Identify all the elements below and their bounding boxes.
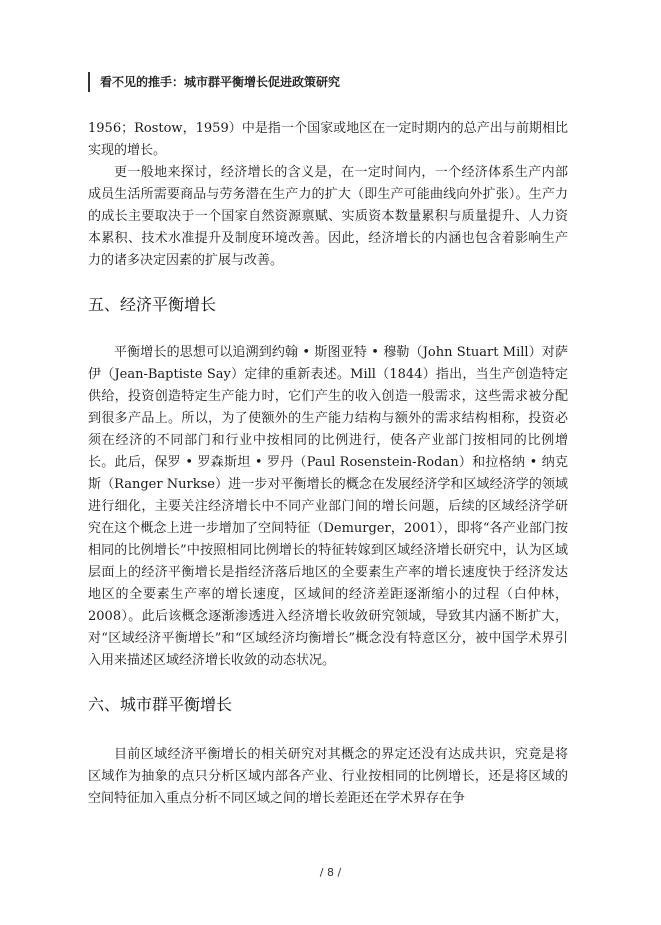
paragraph-growth-definition: 更一般地来探讨，经济增长的含义是，在一定时间内，一个经济体系生产内部成员生活所需要商品与劳务潜在生产力的扩大（即生产可能曲线向外扩张）。生产力的成长主要取决于一个国家自然资源禀赋、实质资本数量累积与质量提升、人力资本累积、技术水准提升及制度环境改善。因此，经济增长的内涵也包含着影响生产力的诸多决定因素的扩展与改善。 xyxy=(88,165,568,268)
section-heading-6: 六、城市群平衡增长 xyxy=(88,695,233,714)
page-body xyxy=(88,118,568,810)
section-heading-5: 五、经济平衡增长 xyxy=(88,295,217,314)
paragraph-urban-agglomeration: 目前区域经济平衡增长的相关研究对其概念的界定还没有达成共识，究竟是将区域作为抽象的点只分析区域内部各产业、行业按相同的比例增长，还是将区域的空间特征加入重点分析不同区域之间的增长差距还在学术界存在争 xyxy=(88,747,568,806)
running-header: 看不见的推手：城市群平衡增长促进政策研究 xyxy=(88,72,340,92)
paragraph-continued: 1956；Rostow，1959）中是指一个国家或地区在一定时期内的总产出与前期相比实现的增长。 xyxy=(88,121,568,158)
page-number: / 8 / xyxy=(319,866,342,879)
paragraph-balanced-growth: 平衡增长的思想可以追溯到约翰 • 斯图亚特 • 穆勒（John Stuart Mill）对萨伊（Jean-Baptiste Say）定律的重新表述。Mill（1844）指出，当生产创造特定供给，投资创造特定生产能力时，它们产生的收入创造一般需求，这些需求被分配到很多产品上。所以，为了使额外的生产能力结构与额外的需求结构相称，投资必须在经济的不同部门和行业中按相同的比例进行，使各产业部门按相同的比例增长。此后，保罗 • 罗森斯坦 • 罗丹（Paul Rosenstein-Rodan）和拉格纳 • 纳克斯（Ranger Nurkse）进一步对平衡增长的概念在发展经济学和区域经济学的领域进行细化，主要关注经济增长中不同产业部门间的增长问题，后续的区域经济学研究在这个概念上进一步增加了空间特征（Demurger，2001），即将“各产业部门按相同的比例增长”中按照相同比例增长的特征转嫁到区域经济增长研究中，认为区域层面上的经济平衡增长是指经济落后地区的全要素生产率的增长速度快于经济发达地区的全要素生产率的增长速度，区域间的经济差距逐渐缩小的过程（白仲林，2008）。此后该概念逐渐渗透进入经济增长收敛研究领域，导致其内涵不断扩大，对“区域经济平衡增长”和“区域经济均衡增长”概念没有特意区分，被中国学术界引入用来描述区域经济增长收敛的动态状况。 xyxy=(88,345,568,668)
